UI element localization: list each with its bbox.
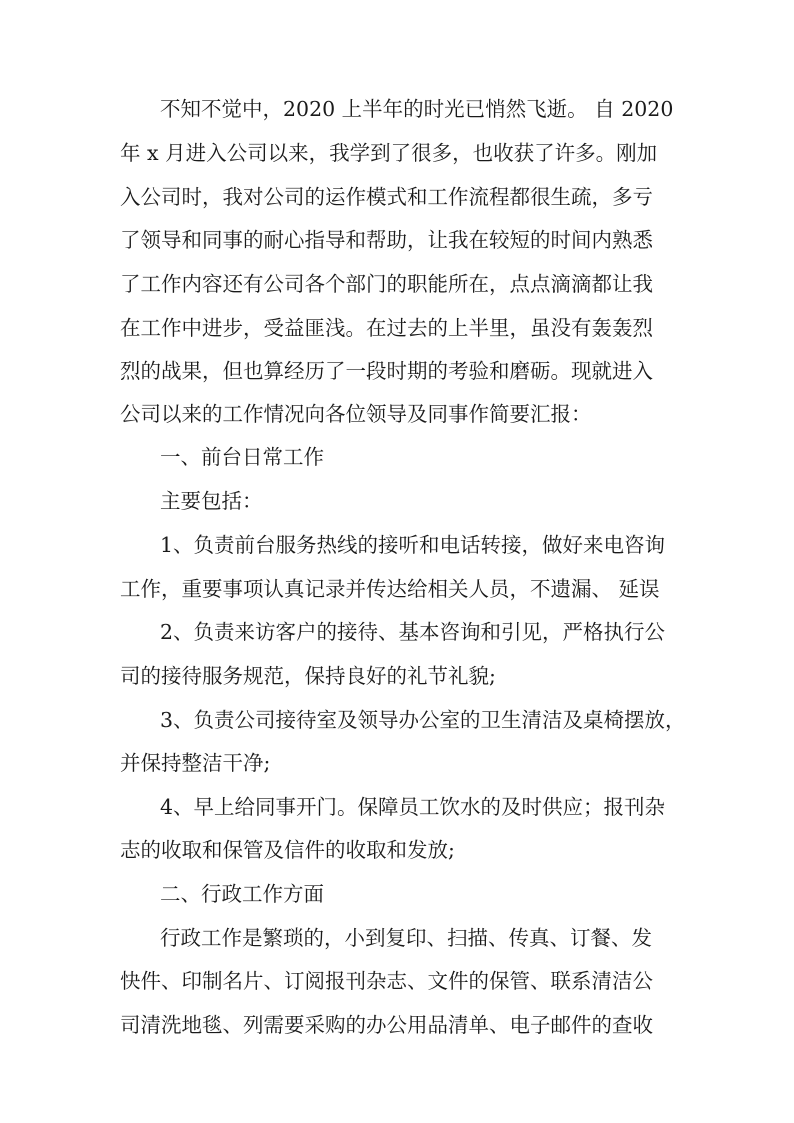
list-item-line: 4、早上给同事开门。保障员工饮水的及时供应；报刊杂 bbox=[160, 795, 666, 819]
list-item-line: 司的接待服务规范，保持良好的礼节礼貌; bbox=[120, 664, 496, 688]
section-heading: 二、行政工作方面 bbox=[160, 882, 324, 906]
paragraph-line: 了领导和同事的耐心指导和帮助，让我在较短的时间内熟悉 bbox=[120, 228, 653, 252]
paragraph-line: 行政工作是繁琐的，小到复印、扫描、传真、订餐、发 bbox=[160, 926, 652, 950]
section-heading: 一、前台日常工作 bbox=[160, 445, 324, 469]
paragraph-line: 司清洗地毯、列需要采购的办公用品清单、电子邮件的查收 bbox=[120, 1013, 653, 1037]
paragraph-line: 快件、印制名片、订阅报刊杂志、文件的保管、联系清洁公 bbox=[120, 969, 653, 993]
paragraph-line: 在工作中进步，受益匪浅。在过去的上半里，虽没有轰轰烈 bbox=[120, 316, 653, 340]
paragraph-line: 年 x 月进入公司以来，我学到了很多，也收获了许多。刚加 bbox=[120, 141, 658, 165]
list-item-line: 志的收取和保管及信件的收取和发放; bbox=[120, 838, 455, 862]
list-item-line: 3、负责公司接待室及领导办公室的卫生清洁及桌椅摆放， bbox=[160, 708, 686, 732]
paragraph-line: 入公司时，我对公司的运作模式和工作流程都很生疏，多亏 bbox=[120, 185, 653, 209]
paragraph-line: 公司以来的工作情况向各位领导及同事作简要汇报： bbox=[120, 402, 592, 426]
paragraph-line: 烈的战果，但也算经历了一段时期的考验和磨砺。现就进入 bbox=[120, 359, 653, 383]
list-item-line: 1、负责前台服务热线的接听和电话转接，做好来电咨询 bbox=[160, 533, 666, 557]
paragraph-line: 了工作内容还有公司各个部门的职能所在，点点滴滴都让我 bbox=[120, 272, 653, 296]
list-item-line: 2、负责来访客户的接待、基本咨询和引见，严格执行公 bbox=[160, 620, 666, 644]
paragraph-line: 不知不觉中，2020 上半年的时光已悄然飞逝。 自 2020 bbox=[160, 97, 674, 121]
paragraph-line: 主要包括： bbox=[160, 489, 263, 513]
list-item-line: 工作，重要事项认真记录并传达给相关人员，不遗漏、 延误 bbox=[120, 577, 660, 601]
list-item-line: 并保持整洁干净; bbox=[120, 751, 271, 775]
